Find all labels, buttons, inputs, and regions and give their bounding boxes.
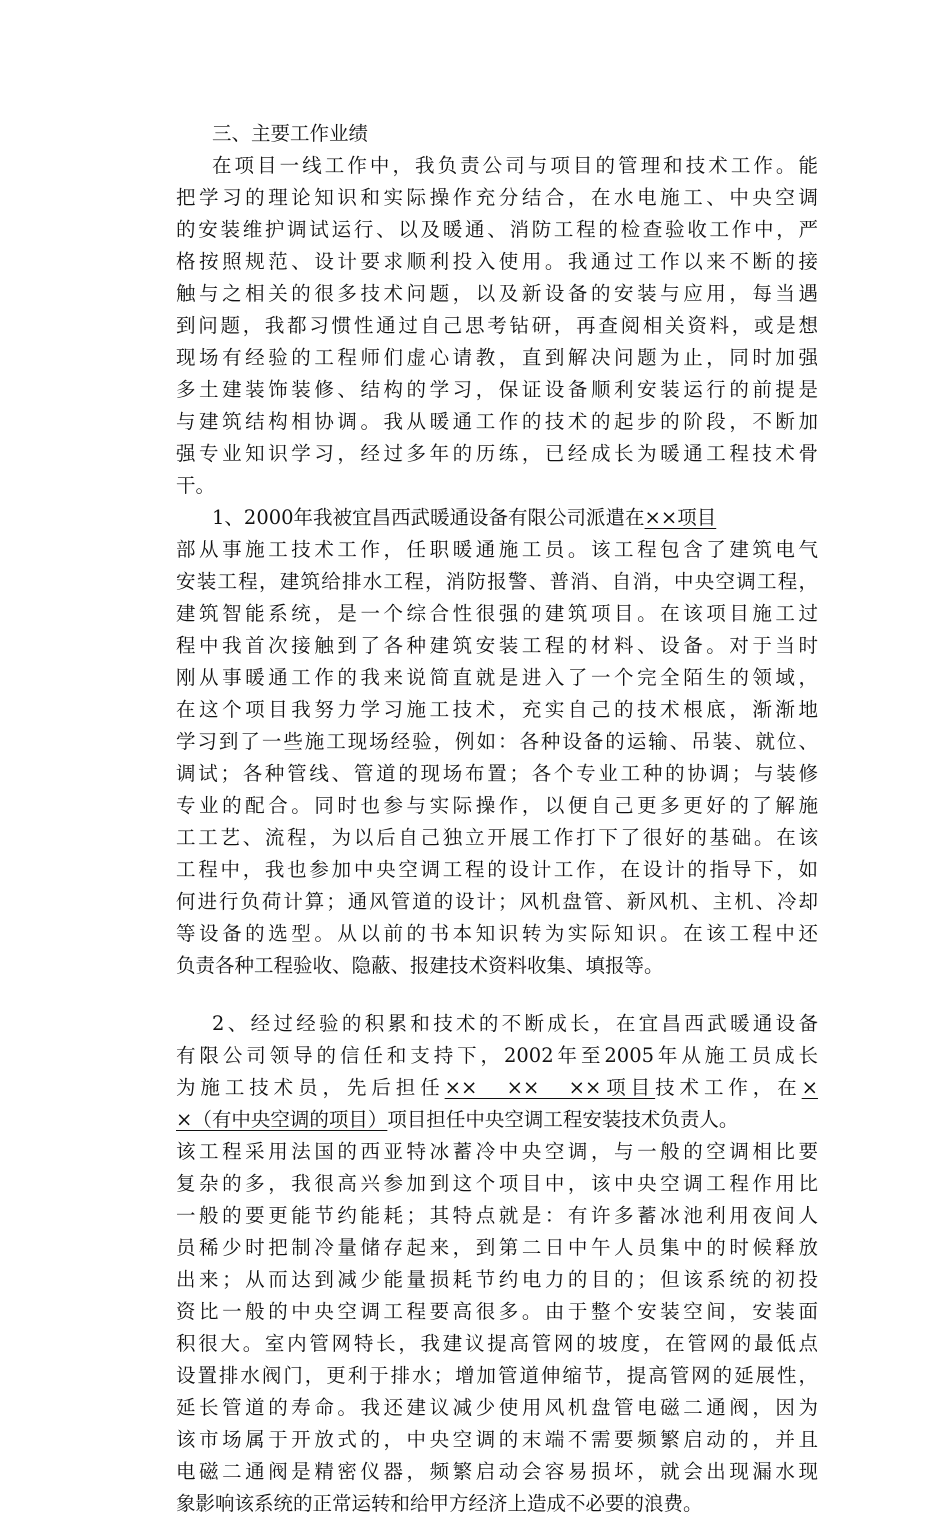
text-line: 学习到了一些施工现场经验，例如：各种设备的运输、吊装、就位、 [176, 730, 818, 753]
text-span: 项目担任中央空调工程安装技术负责人。 [387, 1108, 739, 1131]
text-line: 等设备的选型。从以前的书本知识转为实际知识。在该工程中还 [176, 922, 818, 945]
text-line [176, 502, 818, 534]
underlined-project-list: ×× ×× ××项目 [444, 1076, 656, 1099]
text-line: 工程中，我也参加中央空调工程的设计工作，在设计的指导下，如 [176, 858, 818, 881]
text-line: 触与之相关的很多技术问题，以及新设备的安装与应用，每当遇 [176, 282, 818, 305]
text-line: 2、经过经验的积累和技术的不断成长，在宜昌西武暖通设备 [212, 1012, 818, 1035]
text-line: 员稀少时把制冷量储存起来，到第二日中午人员集中的时候释放 [176, 1236, 818, 1259]
text-span: 为施工技术员，先后担任 [176, 1076, 445, 1099]
text-line: 调试；各种管线、管道的现场布置；各个专业工种的协调；与装修 [176, 762, 818, 785]
text-line: 专业的配合。同时也参与实际操作，以便自己更多更好的了解施 [176, 794, 818, 817]
text-line: 出来；从而达到减少能量损耗节约电力的目的；但该系统的初投 [176, 1268, 818, 1291]
text-line: 该工程采用法国的西亚特冰蓄冷中央空调，与一般的空调相比要 [176, 1140, 818, 1163]
text-line: 有限公司领导的信任和支持下，2002年至2005年从施工员成长 [176, 1044, 818, 1067]
text-line: 该市场属于开放式的，中央空调的末端不需要频繁启动的，并且 [176, 1428, 818, 1451]
text-line: 到问题，我都习惯性通过自己思考钻研，再查阅相关资料，或是想 [176, 314, 818, 337]
text-line: 程中我首次接触到了各种建筑安装工程的材料、设备。对于当时 [176, 634, 818, 657]
text-line: 资比一般的中央空调工程要高很多。由于整个安装空间，安装面 [176, 1300, 818, 1323]
text-line: 安装工程，建筑给排水工程，消防报警、普消、自消，中央空调工程， [176, 570, 818, 593]
text-span: 1、2000年我被宜昌西武暖通设备有限公司派遣在 [212, 506, 645, 529]
text-line: 负责各种工程验收、隐蔽、报建技术资料收集、填报等。 [176, 954, 664, 977]
text-line: 延长管道的寿命。我还建议减少使用风机盘管电磁二通阀，因为 [176, 1396, 818, 1419]
text-line: 多土建装饰装修、结构的学习，保证设备顺利安装运行的前提是 [176, 378, 818, 401]
paragraph-3 [176, 1008, 818, 1520]
section-title: 三、主要工作业绩 [212, 122, 369, 145]
text-line: 设置排水阀门，更利于排水；增加管道伸缩节，提高管网的延展性， [176, 1364, 818, 1387]
text-line [176, 1104, 818, 1136]
text-line: 工工艺、流程，为以后自己独立开展工作打下了很好的基础。在该 [176, 826, 818, 849]
text-line: 电磁二通阀是精密仪器，频繁启动会容易损坏，就会出现漏水现 [176, 1460, 818, 1483]
text-line: 在这个项目我努力学习施工技术，充实自己的技术根底，渐渐地 [176, 698, 818, 721]
text-line: 何进行负荷计算；通风管道的设计；风机盘管、新风机、主机、冷却 [176, 890, 818, 913]
text-line: 建筑智能系统，是一个综合性很强的建筑项目。在该项目施工过 [176, 602, 818, 625]
text-line: 在项目一线工作中，我负责公司与项目的管理和技术工作。能 [212, 154, 818, 177]
text-line: 象影响该系统的正常运转和给甲方经济上造成不必要的浪费。 [176, 1492, 703, 1515]
text-span: 技术工作，在 [655, 1076, 802, 1099]
document-page [176, 118, 818, 1520]
text-line: 把学习的理论知识和实际操作充分结合，在水电施工、中央空调 [176, 186, 818, 209]
text-line: 现场有经验的工程师们虚心请教，直到解决问题为止，同时加强 [176, 346, 818, 369]
text-line: 干。 [176, 474, 216, 497]
paragraph-2 [176, 502, 818, 982]
underlined-project-name: × [801, 1076, 818, 1099]
text-line: 一般的要更能节约能耗；其特点就是：有许多蓄冰池利用夜间人 [176, 1204, 818, 1227]
text-line: 部从事施工技术工作，任职暖通施工员。该工程包含了建筑电气 [176, 538, 818, 561]
text-line: 与建筑结构相协调。我从暖通工作的技术的起步的阶段，不断加 [176, 410, 818, 433]
paragraph-1 [176, 150, 818, 502]
underlined-project-name: ××项目 [644, 506, 717, 529]
text-line: 积很大。室内管网特长，我建议提高管网的坡度，在管网的最低点 [176, 1332, 818, 1355]
underlined-project-name: ×（有中央空调的项目） [176, 1108, 388, 1131]
text-line: 格按照规范、设计要求顺利投入使用。我通过工作以来不断的接 [176, 250, 818, 273]
text-line: 复杂的多，我很高兴参加到这个项目中，该中央空调工程作用比 [176, 1172, 818, 1195]
text-line: 强专业知识学习，经过多年的历练，已经成长为暖通工程技术骨 [176, 442, 818, 465]
text-line [176, 1072, 818, 1104]
text-line: 刚从事暖通工作的我来说简直就是进入了一个完全陌生的领域， [176, 666, 818, 689]
text-line: 的安装维护调试运行、以及暖通、消防工程的检查验收工作中，严 [176, 218, 818, 241]
paragraph-spacer [176, 982, 818, 1008]
